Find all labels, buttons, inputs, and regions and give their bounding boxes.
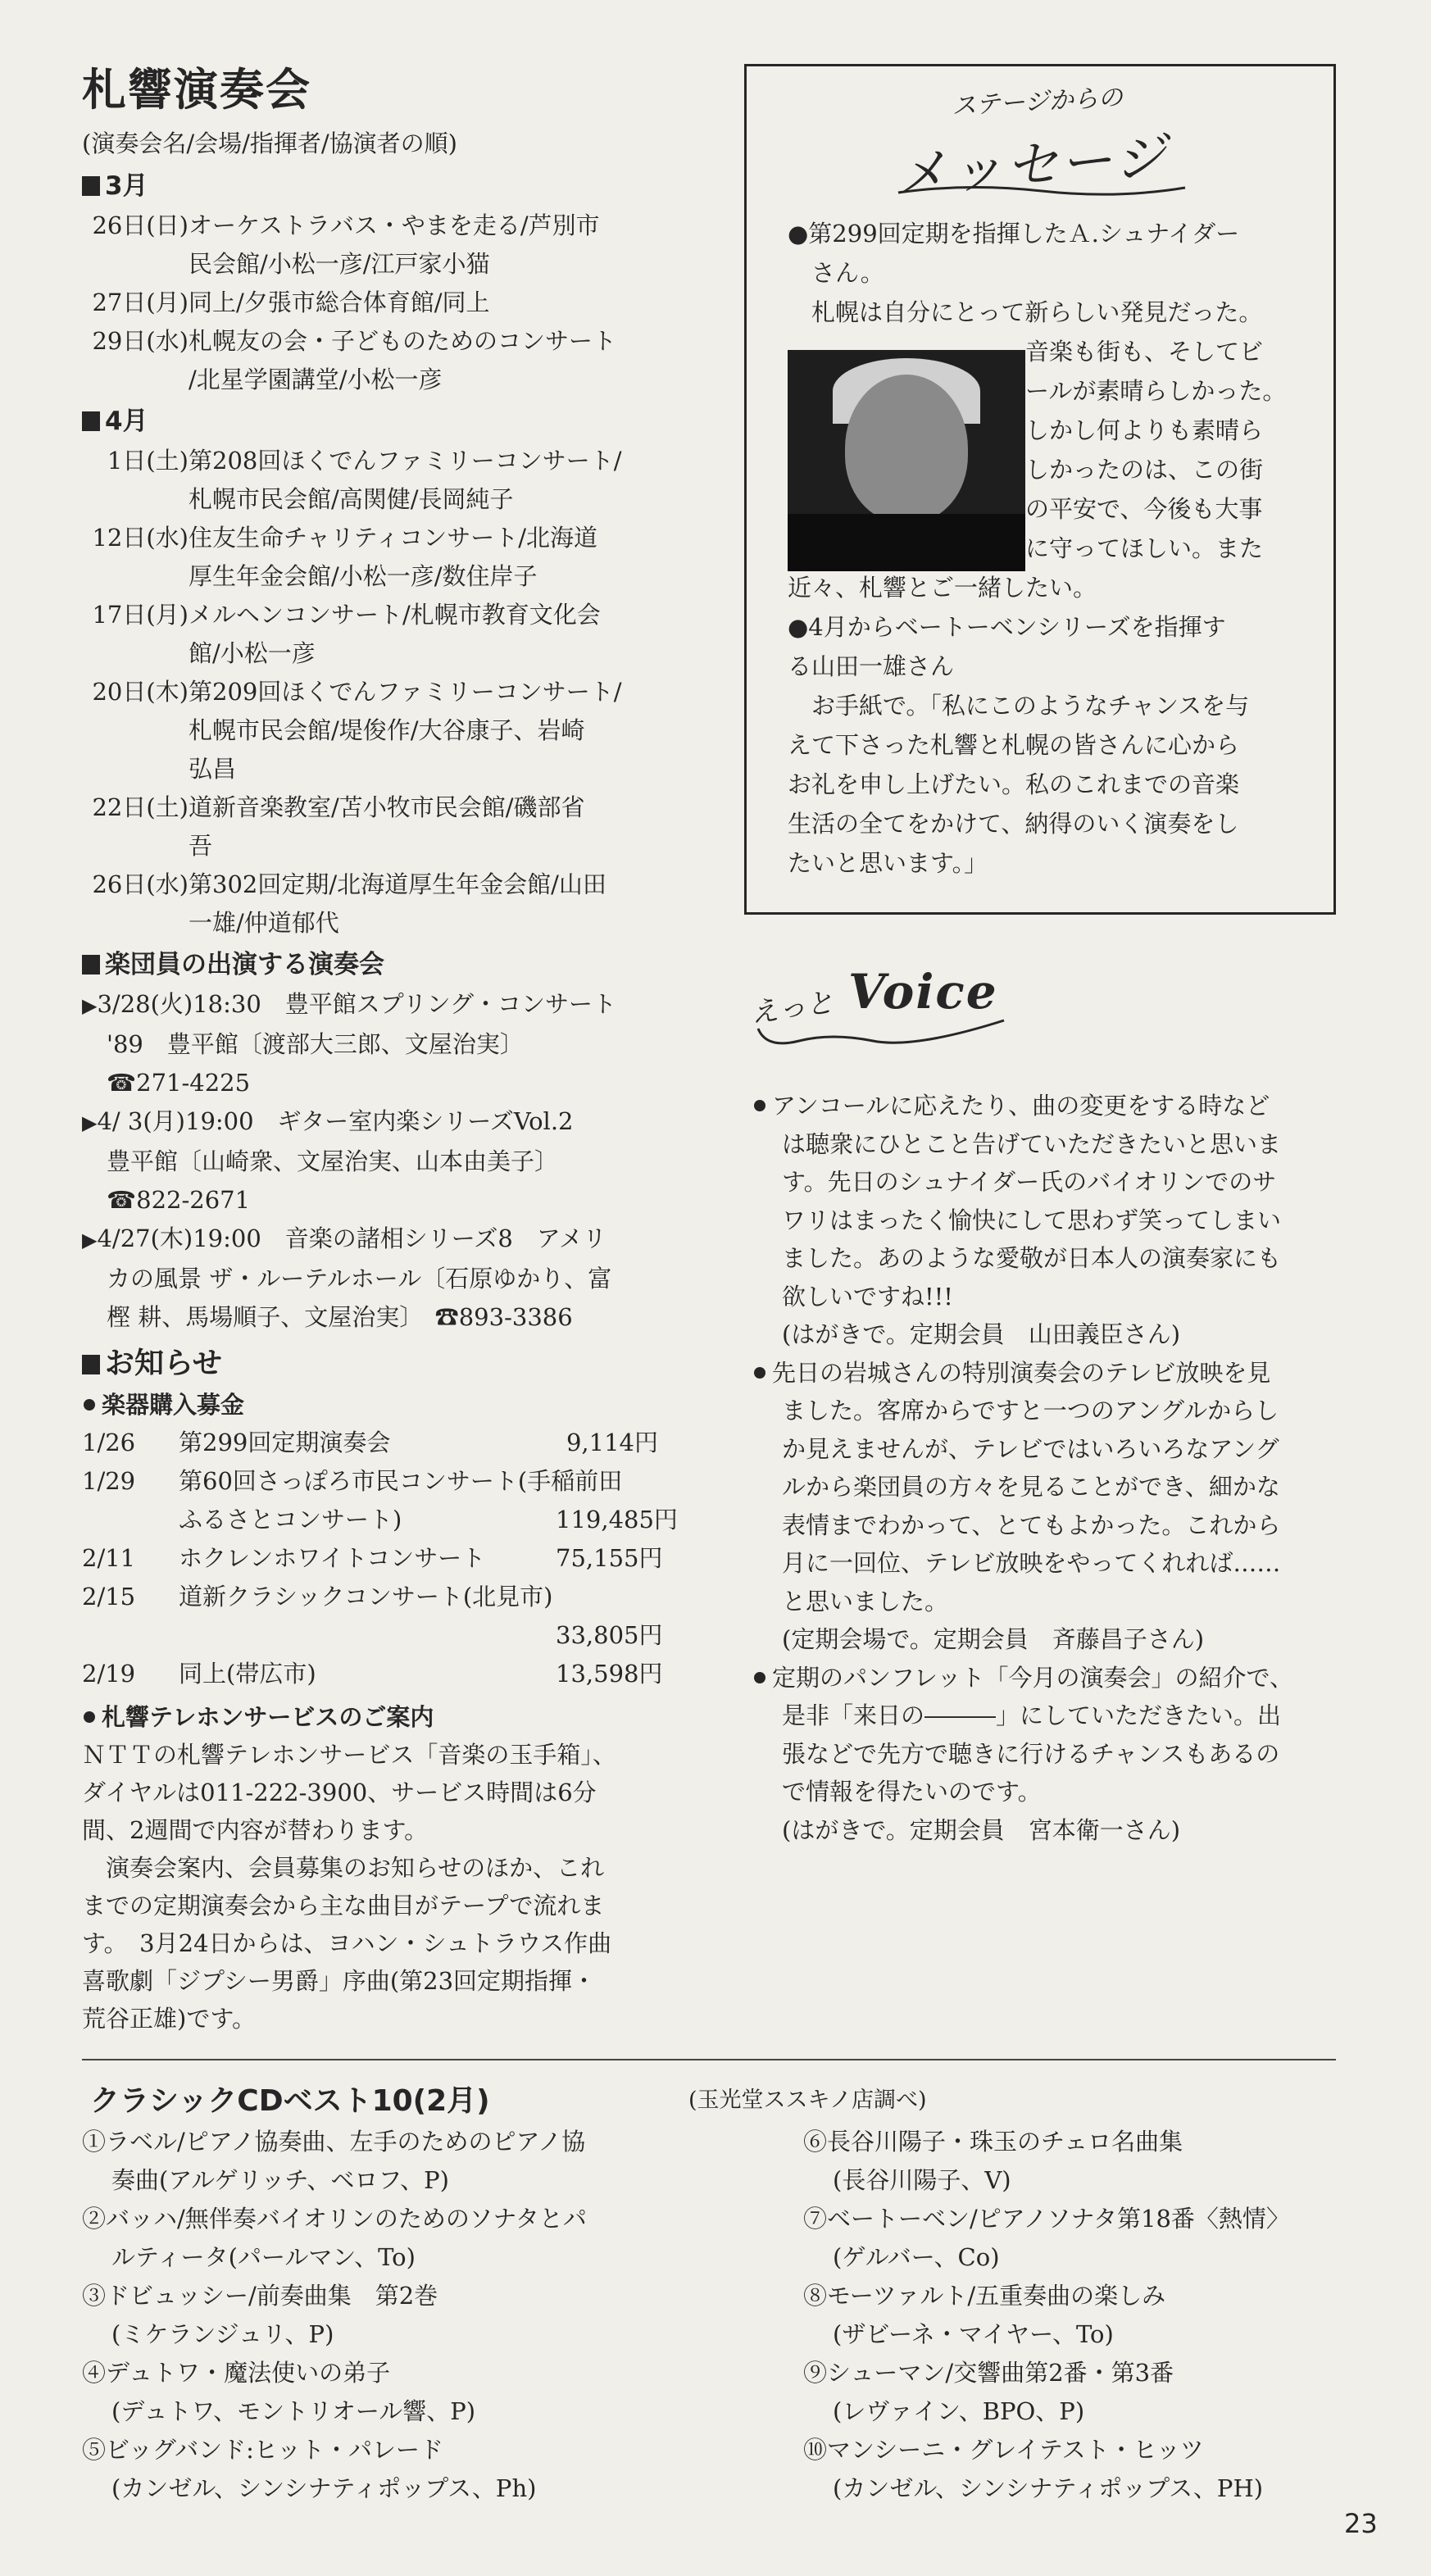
concert-detail: 第302回定期/北海道厚生年金会館/山田 bbox=[189, 870, 606, 898]
month-heading bbox=[82, 166, 672, 207]
cd-ranking-line: ①ラベル/ピアノ協奏曲、左手のためのピアノ協 bbox=[82, 2128, 586, 2156]
cd-ranking-line: (長谷川陽子、V) bbox=[833, 2166, 1011, 2194]
voice-line: ワリはまったく愉快にして思わず笑ってしまい bbox=[782, 1206, 1282, 1234]
concert-detail: 住友生命チャリティコンサート/北海道 bbox=[189, 524, 598, 552]
cd-ranking-right bbox=[803, 2123, 1344, 2508]
concert-date: 1日(土) bbox=[107, 447, 189, 475]
play-triangle-icon: ▶ bbox=[82, 1111, 98, 1134]
voice-line: (定期会場で。定期会員 斉藤昌子さん) bbox=[782, 1625, 1205, 1653]
donation-row bbox=[82, 1616, 672, 1655]
voice-line: (はがきで。定期会員 山田義臣さん) bbox=[782, 1320, 1181, 1348]
cd-ranking-line: (デュトワ、モントリオール響、P) bbox=[111, 2397, 476, 2425]
donation-date: 2/11 bbox=[82, 1544, 136, 1572]
member-concert-line bbox=[82, 985, 672, 1025]
message-line: しかし何よりも素晴ら bbox=[1025, 416, 1264, 444]
donation-table bbox=[82, 1424, 678, 1693]
concert-event-line bbox=[82, 596, 672, 634]
voice-line: 表情までわかって、とてもよかった。これから bbox=[782, 1511, 1281, 1539]
donation-amount bbox=[556, 1462, 658, 1501]
tel-line: ＮＴＴの札響テレホンサービス「音楽の玉手箱」、 bbox=[82, 1741, 616, 1769]
concerts-title: 札響演奏会 bbox=[82, 64, 311, 116]
section-divider bbox=[82, 2059, 1336, 2060]
concert-date: 29日(水) bbox=[92, 327, 189, 355]
voice-heading bbox=[750, 959, 1020, 1057]
cd-ranking-line: ルティータ(パールマン、To) bbox=[111, 2243, 416, 2271]
tel-line: す。 3月24日からは、ヨハン・シュトラウス作曲 bbox=[82, 1929, 612, 1957]
voice-line: は聴衆にひとこと告げていただきたいと思いま bbox=[782, 1129, 1282, 1158]
concert-event-line: /北星学園講堂/小松一彦 bbox=[189, 366, 443, 393]
donation-amount: 75,155円 bbox=[556, 1544, 663, 1572]
cd-ranking-source: (玉光堂ススキノ店調べ) bbox=[688, 2088, 927, 2113]
cd-ranking-line: (レヴァイン、BPO、P) bbox=[833, 2397, 1085, 2425]
voice-line: と思いました。 bbox=[782, 1587, 949, 1615]
member-concert-line bbox=[82, 1102, 672, 1143]
donation-row bbox=[82, 1539, 672, 1578]
member-concert-text: 4/ 3(月)19:00 ギター室内楽シリーズVol.2 bbox=[97, 1107, 574, 1135]
message-line: たいと思います。」 bbox=[788, 849, 988, 877]
member-concert-line bbox=[82, 1220, 672, 1260]
voice-line: 欲しいですね!!! bbox=[782, 1282, 953, 1311]
message-line: の平安で、今後も大事 bbox=[1025, 495, 1263, 523]
stage-message-box bbox=[744, 64, 1336, 915]
donation-amount bbox=[556, 1578, 658, 1616]
concert-event bbox=[82, 519, 672, 596]
donation-name: 同上(帯広市) bbox=[179, 1660, 316, 1688]
member-concert-line: 豊平館〔山崎衆、文屋治実、山本由美子〕 bbox=[107, 1147, 559, 1175]
play-triangle-icon: ▶ bbox=[82, 1229, 98, 1252]
member-concert bbox=[82, 1220, 672, 1337]
message-line: ●第299回定期を指揮したＡ.シュナイダー bbox=[788, 220, 1240, 248]
cd-ranking-line: ⑤ビッグバンド:ヒット・パレード bbox=[82, 2436, 444, 2464]
month-heading bbox=[82, 401, 672, 442]
donation-date: 2/19 bbox=[82, 1660, 136, 1688]
cd-ranking-line: ⑦ベートーベン/ピアノソナタ第18番〈熱情〉 bbox=[803, 2205, 1290, 2233]
bullet-dot-icon bbox=[84, 1399, 95, 1411]
concert-event-line bbox=[82, 207, 672, 245]
concert-detail: メルヘンコンサート/札幌市教育文化会 bbox=[189, 601, 601, 629]
square-bullet-icon bbox=[82, 176, 100, 196]
concert-date: 20日(木) bbox=[92, 678, 189, 706]
donation-amount: 119,485円 bbox=[556, 1506, 678, 1533]
voice-line: す。先日のシュナイダー氏のバイオリンでのサ bbox=[782, 1168, 1277, 1196]
concert-event-line: 一雄/仲道郁代 bbox=[189, 909, 339, 937]
bullet-dot-icon bbox=[84, 1711, 95, 1723]
concert-detail: 第209回ほくでんファミリーコンサート/ bbox=[189, 678, 622, 706]
tel-line: ダイヤルは011-222-3900、サービス時間は6分 bbox=[82, 1779, 597, 1806]
concert-column bbox=[82, 57, 678, 2038]
message-line: 音楽も街も、そしてビ bbox=[1025, 338, 1264, 366]
donation-row bbox=[82, 1578, 672, 1616]
message-line: ールが素晴らしかった。 bbox=[1025, 377, 1287, 405]
conductor-photo bbox=[788, 350, 1025, 571]
voice-line: ました。あのような愛敬が日本人の演奏家にも bbox=[782, 1244, 1282, 1272]
message-line: に守ってほしい。また bbox=[1025, 534, 1264, 562]
voice-heading-small: えっと bbox=[748, 986, 836, 1030]
tel-line: 間、2週間で内容が替わります。 bbox=[82, 1816, 429, 1844]
voice-line: (はがきで。定期会員 宮本衛一さん) bbox=[782, 1815, 1181, 1844]
message-line: お礼を申し上げたい。私のこれまでの音楽 bbox=[788, 770, 1240, 798]
concert-date: 26日(日) bbox=[92, 211, 189, 239]
concert-event bbox=[82, 284, 672, 322]
cd-ranking-line: (カンゼル、シンシナティポップス、PH) bbox=[833, 2474, 1264, 2502]
message-line: 生活の全てをかけて、納得のいく演奏をし bbox=[788, 810, 1239, 838]
voice-swash-icon bbox=[750, 1004, 1012, 1053]
concert-date: 26日(水) bbox=[92, 870, 189, 898]
square-bullet-icon bbox=[82, 411, 100, 431]
cd-ranking-line: ⑨シューマン/交響曲第2番・第3番 bbox=[803, 2359, 1174, 2387]
member-concert-text: 3/28(火)18:30 豊平館スプリング・コンサート bbox=[97, 990, 617, 1018]
concert-event bbox=[82, 322, 672, 399]
donation-name bbox=[179, 1616, 556, 1655]
donation-date bbox=[82, 1501, 179, 1539]
month-heading-label: 3月 bbox=[105, 171, 148, 201]
concert-event-line bbox=[82, 788, 672, 827]
tel-heading: 札響テレホンサービスのご案内 bbox=[82, 1698, 672, 1736]
concert-event-line: 弘昌 bbox=[189, 755, 237, 783]
donation-row bbox=[82, 1655, 672, 1693]
member-concert-line: ☎822-2671 bbox=[107, 1186, 251, 1214]
bullet-dot-icon bbox=[754, 1672, 765, 1683]
donation-amount: 9,114円 bbox=[566, 1429, 658, 1456]
concert-detail: 第208回ほくでんファミリーコンサート/ bbox=[189, 447, 622, 475]
concert-event-line: 厚生年金会館/小松一彦/数住岸子 bbox=[189, 562, 538, 590]
concert-event bbox=[82, 442, 672, 519]
bullet-dot-icon bbox=[754, 1100, 765, 1111]
concert-event-line: 民会館/小松一彦/江戸家小猫 bbox=[189, 250, 490, 278]
donation-amount: 33,805円 bbox=[556, 1621, 663, 1649]
tel-service-text bbox=[82, 1736, 672, 2038]
concert-event-line bbox=[82, 322, 672, 361]
message-line: お手紙で。「私にこのようなチャンスを与 bbox=[788, 692, 1250, 720]
voice-line bbox=[752, 1354, 1342, 1392]
concert-event-line bbox=[82, 442, 672, 480]
cd-ranking-line: 奏曲(アルゲリッチ、ベロフ、P) bbox=[111, 2166, 449, 2194]
voice-line: ルから楽団員の方々を見ることができ、細かな bbox=[782, 1473, 1280, 1501]
tel-line: 荒谷正雄)です。 bbox=[82, 2005, 256, 2033]
member-concert bbox=[82, 1102, 672, 1220]
message-line: 札幌は自分にとって新らしい発見だった。 bbox=[788, 298, 1263, 326]
play-triangle-icon: ▶ bbox=[82, 994, 98, 1017]
square-bullet-icon bbox=[82, 955, 100, 975]
page-number: 23 bbox=[1344, 2508, 1378, 2539]
bullet-dot-icon bbox=[754, 1367, 765, 1379]
concert-date: 17日(月) bbox=[92, 601, 189, 629]
donation-row bbox=[82, 1424, 672, 1462]
member-concert-line: 樫 耕、馬場順子、文屋治実〕 ☎893-3386 bbox=[107, 1303, 573, 1331]
cd-ranking-line: ④デュトワ・魔法使いの弟子 bbox=[82, 2359, 391, 2387]
underline-swash-icon bbox=[894, 183, 1189, 199]
donation-amount: 13,598円 bbox=[556, 1660, 663, 1688]
message-line: る山田一雄さん bbox=[788, 652, 955, 680]
donation-date: 1/29 bbox=[82, 1467, 136, 1495]
member-concert bbox=[82, 985, 672, 1102]
voice-text: 先日の岩城さんの特別演奏会のテレビ放映を見 bbox=[772, 1358, 1271, 1387]
member-concert-line: ☎271-4225 bbox=[107, 1069, 251, 1097]
donation-date: 2/15 bbox=[82, 1583, 136, 1611]
voice-line bbox=[752, 1659, 1342, 1697]
message-line: えて下さった札響と札幌の皆さんに心から bbox=[788, 731, 1240, 759]
concert-event bbox=[82, 596, 672, 673]
concert-event-line bbox=[82, 519, 672, 557]
message-heading bbox=[893, 76, 1222, 207]
voice-line: ました。客席からですと一つのアングルからし bbox=[782, 1397, 1279, 1424]
news-heading: お知らせ bbox=[82, 1342, 672, 1386]
donation-row bbox=[82, 1501, 678, 1539]
concert-event-line: 札幌市民会館/堤俊作/大谷康子、岩崎 bbox=[189, 716, 585, 744]
concert-event bbox=[82, 865, 672, 943]
voice-heading-big: Voice bbox=[848, 964, 998, 1020]
concert-detail: オーケストラバス・やまを走る/芦別市 bbox=[189, 211, 600, 239]
voice-line: か見えませんが、テレビではいろいろなアング bbox=[782, 1434, 1279, 1463]
donation-heading: 楽器購入募金 bbox=[82, 1386, 672, 1424]
members-heading: 楽団員の出演する演奏会 bbox=[82, 944, 672, 985]
tel-line: までの定期演奏会から主な曲目がテープで流れま bbox=[82, 1892, 605, 1920]
concert-event-line bbox=[82, 284, 672, 322]
message-line: しかったのは、この街 bbox=[1025, 456, 1264, 484]
concert-date: 27日(月) bbox=[92, 288, 189, 316]
cd-ranking-line: ⑩マンシーニ・グレイテスト・ヒッツ bbox=[803, 2436, 1204, 2464]
cd-ranking-line: ③ドビュッシー/前奏曲集 第2巻 bbox=[82, 2282, 438, 2310]
photo-face bbox=[845, 375, 968, 522]
member-concert-line: '89 豊平館〔渡部大三郎、文屋治実〕 bbox=[107, 1030, 524, 1058]
donation-name: 道新クラシックコンサート(北見市) bbox=[179, 1583, 553, 1611]
concert-event-line bbox=[82, 673, 672, 711]
concert-event-line: 館/小松一彦 bbox=[189, 639, 316, 667]
cd-ranking-line: (カンゼル、シンシナティポップス、Ph) bbox=[111, 2474, 537, 2502]
donation-name: ふるさとコンサート) bbox=[179, 1506, 402, 1533]
concert-detail: 同上/夕張市総合体育館/同上 bbox=[189, 288, 490, 316]
cd-ranking-line: (ミケランジュリ、P) bbox=[111, 2320, 334, 2348]
member-concert-text: 4/27(木)19:00 音楽の諸相シリーズ8 アメリ bbox=[97, 1224, 607, 1252]
message-line: さん。 bbox=[788, 259, 884, 287]
concert-sections bbox=[82, 166, 672, 943]
member-concert-line: カの風景 ザ・ルーテルホール〔石原ゆかり、富 bbox=[107, 1265, 612, 1293]
message-line: ●4月からベートーベンシリーズを指揮す bbox=[788, 613, 1226, 641]
tel-line: 喜歌劇「ジプシー男爵」序曲(第23回定期指揮・ bbox=[82, 1967, 597, 1995]
cd-ranking-line: (ゲルバー、Co) bbox=[833, 2243, 1000, 2271]
cd-ranking-line: ⑧モーツァルト/五重奏曲の楽しみ bbox=[803, 2282, 1166, 2310]
concert-event bbox=[82, 788, 672, 865]
voice-line: 張などで先方で聴きに行けるチャンスもあるの bbox=[782, 1739, 1280, 1768]
cd-ranking-line: (ザビーネ・マイヤー、To) bbox=[833, 2320, 1114, 2348]
concert-detail: 札幌友の会・子どものためのコンサート bbox=[189, 327, 617, 355]
cd-ranking-line: ⑥長谷川陽子・珠玉のチェロ名曲集 bbox=[803, 2128, 1183, 2156]
message-line: 近々、札響とご一緒したい。 bbox=[788, 574, 1097, 602]
donation-date: 1/26 bbox=[82, 1429, 136, 1456]
concert-date: 12日(水) bbox=[92, 524, 189, 552]
concert-event-line: 吾 bbox=[189, 832, 213, 860]
concerts-subtitle: (演奏会名/会場/指揮者/協演者の順) bbox=[82, 129, 457, 157]
members-list bbox=[82, 985, 672, 1337]
voice-line: 是非「来日の―――」にしていただきたい。出 bbox=[782, 1701, 1282, 1729]
cd-ranking-title: クラシックCDベスト10(2月) bbox=[90, 2084, 490, 2118]
message-heading-small: ステージからの bbox=[951, 83, 1124, 121]
donation-name: 第60回さっぽろ市民コンサート(手稲前田 bbox=[179, 1467, 623, 1495]
concert-event bbox=[82, 207, 672, 284]
voice-text: 定期のパンフレット「今月の演奏会」の紹介で、 bbox=[772, 1663, 1293, 1692]
concert-event-line bbox=[82, 865, 672, 904]
message-heading-big: メッセージ bbox=[893, 126, 1172, 207]
donation-name: 第299回定期演奏会 bbox=[179, 1429, 391, 1456]
donation-date bbox=[82, 1616, 179, 1655]
cd-ranking-line: ②バッハ/無伴奏バイオリンのためのソナタとパ bbox=[82, 2205, 587, 2233]
concert-event bbox=[82, 673, 672, 788]
voice-text: アンコールに応えたり、曲の変更をする時など bbox=[772, 1092, 1270, 1120]
voice-line: 月に一回位、テレビ放映をやってくれれば…… bbox=[782, 1549, 1281, 1577]
month-heading-label: 4月 bbox=[105, 407, 148, 436]
tel-line: 演奏会案内、会員募集のお知らせのほか、これ bbox=[82, 1854, 605, 1882]
cd-ranking-left bbox=[82, 2123, 721, 2508]
donation-row bbox=[82, 1462, 672, 1501]
voice-line: で情報を得たいのです。 bbox=[782, 1778, 1042, 1806]
concert-detail: 道新音楽教室/苫小牧市民会館/磯部省 bbox=[189, 793, 585, 821]
square-bullet-icon bbox=[82, 1355, 100, 1374]
photo-body bbox=[788, 514, 1025, 571]
concert-event-line: 札幌市民会館/高関健/長岡純子 bbox=[189, 485, 514, 513]
voice-list bbox=[752, 1087, 1342, 1849]
concert-date: 22日(土) bbox=[92, 793, 189, 821]
donation-name: ホクレンホワイトコンサート bbox=[179, 1544, 486, 1572]
voice-line bbox=[752, 1087, 1342, 1125]
